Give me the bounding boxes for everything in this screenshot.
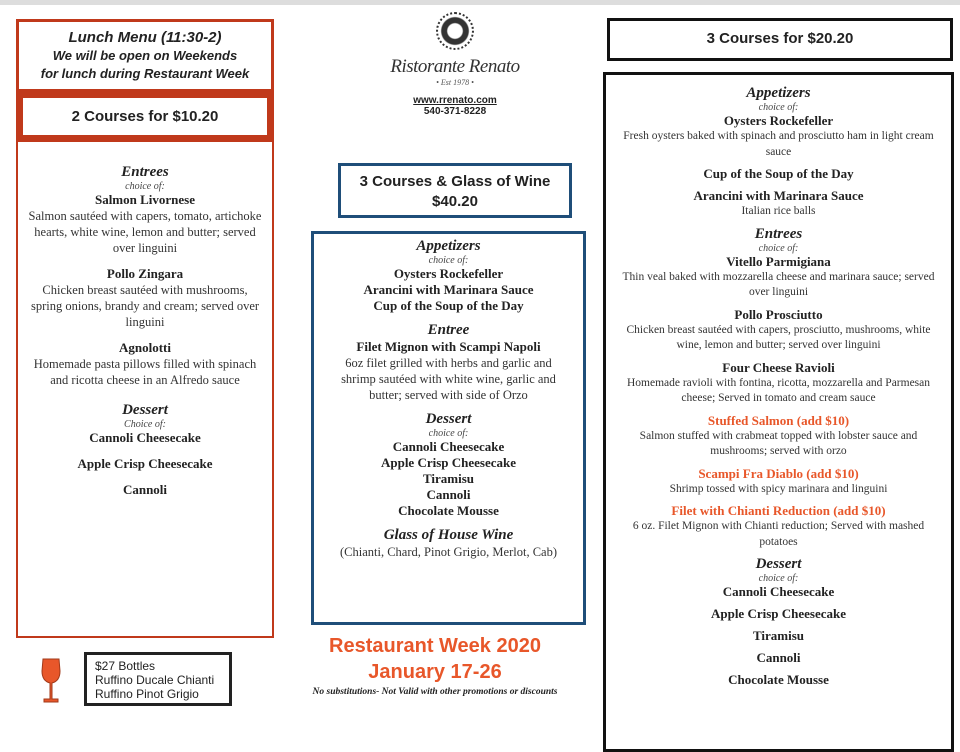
footer (270, 633, 600, 697)
menu-item-name: Salmon Livornese (94, 192, 196, 207)
menu-item-name: Cup of the Soup of the Day (703, 166, 854, 181)
menu-item (328, 471, 569, 487)
section-subtitle: Choice of: (124, 419, 166, 430)
menu-section (26, 402, 264, 498)
footer-note: No substitutions- Not Valid with other promotions or discounts (312, 687, 558, 697)
menu-item (328, 439, 569, 455)
menu-item (328, 487, 569, 503)
menu-item (26, 482, 264, 498)
top-edge (0, 0, 960, 5)
menu-item-description: Chicken breast sautéed with capers, prosciutto, mushrooms, white wine, lemon and butter; served over linguini (626, 323, 931, 351)
menu-section (614, 226, 943, 551)
section-title: Entree (427, 322, 470, 338)
menu-item-name: Tiramisu (752, 628, 805, 643)
lunch-header-box (16, 19, 274, 92)
menu-item (328, 298, 569, 314)
menu-item (26, 266, 264, 330)
menu-item-name: Cannoli (756, 650, 801, 665)
menu-item (614, 628, 943, 644)
menu-item (614, 413, 943, 460)
menu-item (614, 307, 943, 354)
menu-item-name: Scampi Fra Diablo (add $10) (698, 465, 859, 481)
phone-number: 540-371-8228 (423, 106, 487, 117)
section-subtitle: choice of: (125, 181, 165, 192)
section-subtitle: choice of: (758, 573, 799, 584)
menu-item (328, 339, 569, 403)
section-subtitle: choice of: (428, 255, 469, 266)
logo-est: • Est 1978 • (436, 78, 474, 87)
wine-glass-icon (38, 657, 64, 705)
menu-section (328, 527, 569, 560)
section-subtitle: choice of: (758, 102, 799, 113)
menu-item (614, 188, 943, 220)
menu-section (328, 322, 569, 403)
lunch-menu-box (16, 142, 274, 638)
wine-bottles-box (84, 652, 232, 706)
menu-item-name: Cannoli (122, 482, 168, 497)
menu-item-description: Salmon stuffed with crabmeat topped with lobster sauce and mushrooms; served with orzo (639, 429, 918, 457)
menu-section (328, 411, 569, 519)
menu-item-description: Homemade pasta pillows filled with spinach and ricotta cheese in an Alfredo sauce (33, 357, 257, 387)
menu-item-name: Filet Mignon with Scampi Napoli (356, 339, 541, 354)
section-title: Dessert (755, 556, 802, 572)
menu-item-name: Apple Crisp Cheesecake (710, 606, 847, 621)
menu-item (614, 466, 943, 498)
wine-chianti: Ruffino Ducale Chianti (95, 673, 215, 687)
lunch-offer-box (16, 92, 274, 142)
menu-item-name: Tiramisu (422, 471, 475, 486)
menu-item-name: Chocolate Mousse (398, 503, 499, 518)
menu-item-description: Homemade ravioli with fontina, ricotta, mozzarella and Parmesan cheese; Served in tomato and cream sauce (626, 376, 931, 404)
menu-item-name: Arancini with Marinara Sauce (693, 188, 864, 203)
menu-section (328, 238, 569, 314)
wine-pinot: Ruffino Pinot Grigio (95, 687, 199, 701)
wine-menu-box (311, 231, 586, 625)
menu-item (614, 166, 943, 182)
menu-item-description: (Chianti, Chard, Pinot Grigio, Merlot, Cab) (340, 545, 557, 559)
menu-item-name: Chocolate Mousse (728, 672, 829, 687)
section-title: Appetizers (416, 238, 481, 254)
menu-item (328, 282, 569, 298)
restaurant-logo (370, 12, 540, 127)
menu-item (614, 503, 943, 550)
section-title: Glass of House Wine (383, 527, 514, 543)
logo-name: Ristorante Renato (390, 56, 520, 77)
menu-item-name: Oysters Rockefeller (393, 266, 504, 281)
menu-item (328, 544, 569, 560)
menu-item-name: Cannoli (426, 487, 471, 502)
section-title: Entrees (754, 225, 803, 242)
menu-item-name: Cannoli Cheesecake (392, 439, 505, 454)
wine-offer-box (338, 163, 572, 218)
lunch-offer: 2 Courses for $10.20 (71, 108, 219, 125)
section-subtitle: choice of: (758, 242, 799, 254)
menu-item-name: Cannoli Cheesecake (89, 430, 201, 445)
menu-item-name: Four Cheese Ravioli (722, 359, 835, 375)
menu-item-name: Pollo Prosciutto (734, 306, 823, 322)
menu-item-description: Chicken breast sautéed with mushrooms, spring onions, brandy and cream; served over linguini (30, 283, 260, 329)
menu-item-name: Vitello Parmigiana (726, 253, 831, 269)
website-link[interactable]: www.rrenato.com (413, 95, 497, 106)
menu-item-name: Cup of the Soup of the Day (373, 298, 524, 313)
menu-item-description: 6 oz. Filet Mignon with Chianti reduction; Served with mashed potatoes (632, 520, 925, 548)
menu-item (26, 192, 264, 256)
lunch-line2: for lunch during Restaurant Week (40, 66, 250, 81)
menu-item-description: Italian rice balls (741, 205, 816, 217)
menu-item-description: 6oz filet grilled with herbs and garlic and shrimp sautéed with white wine, garlic and butter; served with side of Orzo (341, 356, 556, 402)
wine-price: $27 Bottles (95, 659, 156, 673)
menu-item (26, 340, 264, 388)
menu-section (614, 85, 943, 220)
dinner-menu-box (603, 72, 954, 752)
section-title: Dessert (425, 411, 472, 427)
menu-section (614, 556, 943, 688)
menu-item (614, 650, 943, 666)
menu-item-name: Agnolotti (119, 340, 171, 355)
dinner-offer-box (607, 18, 953, 61)
menu-item (614, 606, 943, 622)
menu-item-name: Apple Crisp Cheesecake (380, 455, 517, 470)
menu-item (328, 503, 569, 519)
footer-dates: January 17-26 (368, 661, 502, 683)
menu-item-description: Fresh oysters baked with spinach and prosciutto ham in light cream sauce (623, 130, 934, 158)
wine-offer-line2: $40.20 (432, 193, 478, 210)
menu-item (614, 360, 943, 407)
menu-item-name: Filet with Chianti Reduction (add $10) (671, 503, 886, 518)
menu-item (328, 455, 569, 471)
menu-item-description: Salmon sautéed with capers, tomato, artichoke hearts, white wine, lemon and butter; served over linguini (28, 209, 262, 255)
lunch-line1: We will be open on Weekends (52, 48, 238, 63)
crest-icon (436, 12, 474, 50)
menu-item-name: Oysters Rockefeller (723, 113, 834, 128)
wine-offer-line1: 3 Courses & Glass of Wine (359, 173, 551, 190)
menu-section (26, 164, 264, 388)
menu-item (26, 430, 264, 446)
section-title: Appetizers (746, 85, 811, 101)
menu-item-name: Apple Crisp Cheesecake (77, 456, 213, 471)
lunch-title: Lunch Menu (11:30-2) (68, 29, 222, 46)
menu-item (614, 584, 943, 600)
menu-item-name: Stuffed Salmon (add $10) (707, 412, 850, 428)
menu-item-name: Pollo Zingara (106, 266, 184, 281)
menu-item-name: Arancini with Marinara Sauce (363, 282, 534, 297)
menu-item (328, 266, 569, 282)
section-subtitle: choice of: (428, 428, 469, 439)
menu-item-name: Cannoli Cheesecake (722, 584, 835, 599)
menu-item-description: Thin veal baked with mozzarella cheese and marinara sauce; served over linguini (622, 270, 935, 298)
menu-item-description: Shrimp tossed with spicy marinara and linguini (669, 482, 888, 495)
menu-item (614, 672, 943, 688)
section-title: Entrees (121, 164, 169, 180)
dinner-offer: 3 Courses for $20.20 (706, 30, 854, 47)
menu-item (614, 113, 943, 160)
menu-item (26, 456, 264, 472)
menu-item (614, 254, 943, 301)
footer-title: Restaurant Week 2020 (329, 635, 541, 657)
section-title: Dessert (122, 402, 168, 418)
